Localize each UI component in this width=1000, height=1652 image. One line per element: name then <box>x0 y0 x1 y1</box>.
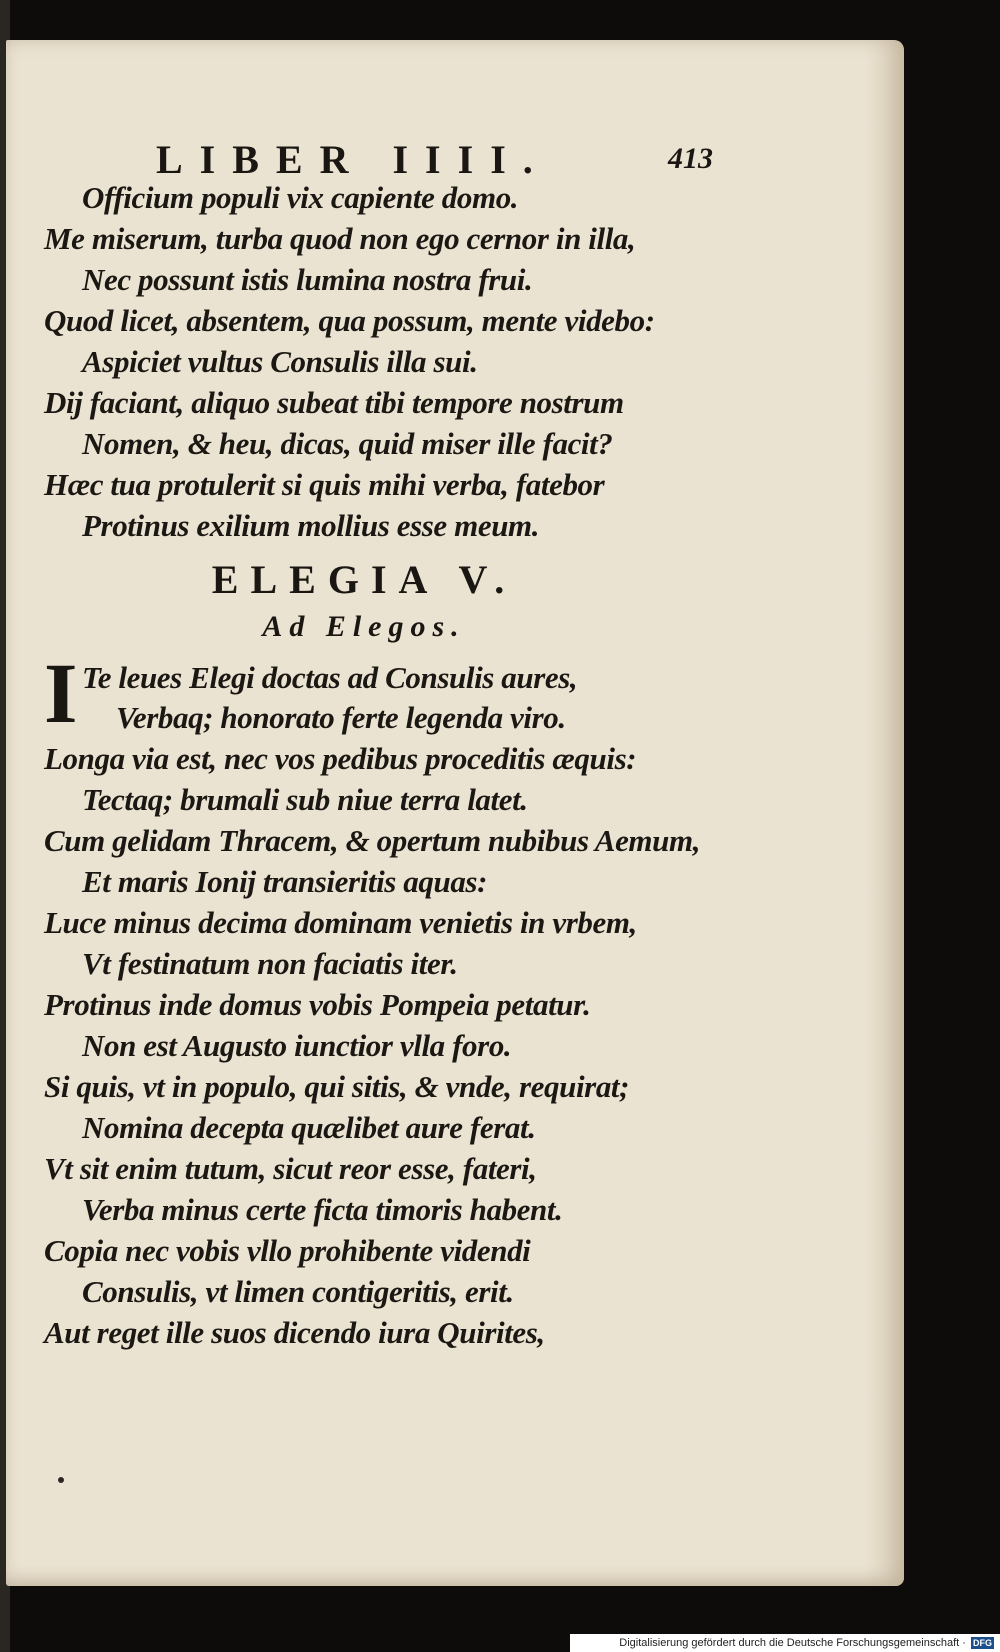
verse-line: Et maris Ionij transieritis aquas: <box>82 864 488 899</box>
credit-text: Digitalisierung gefördert durch die Deutsche Forschungsgemeinschaft <box>619 1637 960 1649</box>
book-page <box>6 40 904 1586</box>
verse-line: Nomen, & heu, dicas, quid miser ille facit? <box>82 426 613 461</box>
verse-line: Si quis, vt in populo, qui sitis, & vnde, requirat; <box>44 1069 630 1104</box>
verse-line: Protinus inde domus vobis Pompeia petatur. <box>44 987 591 1022</box>
verse-line: Te leues Elegi doctas ad Consulis aures, <box>82 660 578 695</box>
verse-line: Cum gelidam Thracem, & opertum nubibus Aemum, <box>44 823 701 858</box>
verse-line: Consulis, vt limen contigeritis, erit. <box>82 1274 514 1309</box>
digitization-credit: Digitalisierung gefördert durch die Deutsche Forschungsgemeinschaft · DFG <box>570 1634 1000 1652</box>
verse-line: Luce minus decima dominam venietis in vrbem, <box>44 905 637 940</box>
verse-line: Officium populi vix capiente domo. <box>82 180 519 215</box>
verse-line: Aspiciet vultus Consulis illa sui. <box>82 344 478 379</box>
verse-line: Me miserum, turba quod non ego cernor in illa, <box>44 221 636 256</box>
verse-line: Protinus exilium mollius esse meum. <box>82 508 540 543</box>
drop-cap: I <box>44 645 78 741</box>
verse-line: Aut reget ille suos dicendo iura Quirites, <box>44 1315 545 1350</box>
section-subtitle: Ad Elegos. <box>262 610 466 643</box>
page-number: 413 <box>668 142 713 175</box>
verse-line: Hæc tua protulerit si quis mihi verba, fatebor <box>44 467 605 502</box>
page-header <box>156 136 716 186</box>
verse-line: Nec possunt istis lumina nostra frui. <box>82 262 533 297</box>
verse-line: Copia nec vobis vllo prohibente videndi <box>44 1233 531 1268</box>
verse-line: Verba minus certe ficta timoris habent. <box>82 1192 563 1227</box>
dfg-logo: DFG <box>973 1638 992 1648</box>
verse-line: Dij faciant, aliquo subeat tibi tempore nostrum <box>44 385 624 420</box>
verse-line: Vt festinatum non faciatis iter. <box>82 946 458 981</box>
verse-line: Quod licet, absentem, qua possum, mente videbo: <box>44 303 655 338</box>
verse-line: Non est Augusto iunctior vlla foro. <box>82 1028 512 1063</box>
running-title: LIBER IIII. <box>156 137 550 182</box>
verse-line: Verbaq; honorato ferte legenda viro. <box>116 700 566 735</box>
ink-speck <box>58 1477 64 1483</box>
verse-line: Nomina decepta quælibet aure ferat. <box>82 1110 536 1145</box>
verse-line: Tectaq; brumali sub niue terra latet. <box>82 782 528 817</box>
verse-line: Vt sit enim tutum, sicut reor esse, fateri, <box>44 1151 537 1186</box>
verse-line: Longa via est, nec vos pedibus proceditis æquis: <box>44 741 637 776</box>
section-title: ELEGIA V. <box>211 557 517 602</box>
